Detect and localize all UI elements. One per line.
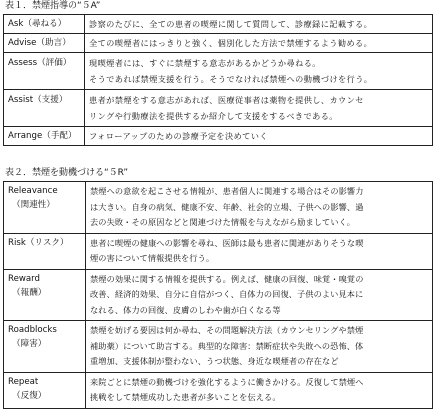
table-row bbox=[4, 34, 433, 53]
description-line: 禁煙を妨げる要因は何か尋ね、その問題解決方法（カウンセリングや禁煙 bbox=[90, 325, 364, 335]
term-cell: Assess（評価） bbox=[4, 53, 85, 90]
description-line: 重増加、支援体制が整わない、うつ状態、身近な喫煙者の存在など bbox=[90, 356, 339, 366]
description-line: リングや行動療法を提供するか紹介して支援をするべきである。 bbox=[89, 111, 338, 121]
description-line: 患者に喫煙の健康への影響を尋ね、医師は最も患者に関連がありそうな喫 bbox=[90, 237, 364, 248]
description-cell: 診察のたびに、全ての患者の喫煙に関して質問して、診療録に記載する。 bbox=[85, 15, 433, 34]
term-cell bbox=[4, 182, 86, 234]
description-line: 禁煙への意欲を起こさせる情報が、患者個人に関連する場合はその影響力 bbox=[90, 186, 364, 196]
term-name: Repeat bbox=[8, 376, 39, 387]
table-row bbox=[4, 321, 433, 373]
term-cell: Assist（支援） bbox=[4, 90, 85, 127]
description-cell bbox=[86, 182, 433, 234]
description-line: 改善、経済的効果、自分に自信がつく、自体力の回復、子供のよい見本に bbox=[90, 289, 364, 299]
term-japanese: （報酬） bbox=[12, 287, 47, 298]
description-line: 患者が禁煙をする意志があれば、医療従事者は薬物を提供し、カウンセ bbox=[89, 95, 364, 105]
term-cell: Ask（尋ねる） bbox=[4, 15, 85, 34]
description-line: なれる、体力の回復、皮膚のしわや歯が白くなる等 bbox=[90, 304, 281, 315]
table-row bbox=[4, 182, 433, 234]
term-cell bbox=[4, 269, 86, 321]
term-cell bbox=[4, 372, 86, 408]
description-line: 来院ごとに禁煙の動機づけを強化するように働きかける。反復して禁煙へ bbox=[90, 376, 364, 387]
table-row bbox=[4, 127, 433, 146]
term-name: Risk（リスク） bbox=[8, 237, 69, 248]
term-japanese: （反復） bbox=[12, 390, 47, 401]
description-cell bbox=[86, 372, 433, 408]
description-cell bbox=[86, 233, 433, 269]
table-row bbox=[4, 90, 433, 127]
table-row bbox=[4, 372, 433, 408]
term-cell bbox=[4, 321, 86, 373]
description-cell bbox=[86, 321, 433, 373]
description-line: は大きい。自身の病気、健康不安、年齢、社会的立場、子供への影響、過 bbox=[90, 201, 364, 212]
table-row bbox=[4, 233, 433, 269]
table-row bbox=[4, 53, 433, 90]
five-r-table bbox=[3, 181, 433, 409]
table1-caption: 表１．禁煙指導の“５A” bbox=[5, 1, 101, 11]
description-line: 煙の害について情報提供を行う。 bbox=[90, 253, 215, 263]
term-cell bbox=[4, 233, 86, 269]
description-line: 現喫煙者には、すぐに禁煙する意志があるかどうか尋ねる。 bbox=[89, 58, 321, 68]
term-name: Releavance bbox=[8, 186, 58, 196]
description-line: 挑戦をして禁煙成功した患者が多いことを伝える。 bbox=[90, 392, 281, 402]
table2-caption: 表２．禁煙を動機づける“５R” bbox=[5, 168, 129, 178]
description-cell bbox=[85, 53, 433, 90]
description-cell: 全ての喫煙者にはっきりと強く、個別化した方法で禁煙するよう勧める。 bbox=[85, 34, 433, 53]
table-row bbox=[4, 15, 433, 34]
description-cell bbox=[85, 90, 433, 127]
term-japanese: （関連性） bbox=[12, 200, 55, 210]
table-row bbox=[4, 269, 433, 321]
description-line: 禁煙の効果に関する情報を提供する。例えば、健康の回復、味覚・嗅覚の bbox=[90, 273, 364, 284]
description-line: 去の失敗・その原因などと関連づけた情報を与えながら励ましていく。 bbox=[90, 217, 356, 227]
term-cell: Advise（助言） bbox=[4, 34, 85, 53]
five-a-table bbox=[3, 14, 433, 146]
description-cell: フォローアップのための診療予定を決めていく bbox=[85, 127, 433, 146]
term-japanese: （障害） bbox=[12, 339, 47, 349]
term-cell: Arrange（手配） bbox=[4, 127, 85, 146]
description-line: 補助薬）について助言する。典型的な障害：禁断症状や失敗への恐怖、体 bbox=[90, 340, 364, 351]
term-name: Roadblocks bbox=[8, 325, 57, 335]
description-line: そうであれば禁煙支援を行う。そうでなければ禁煙への動機づけを行う。 bbox=[89, 74, 373, 84]
description-cell bbox=[86, 269, 433, 321]
term-name: Reward bbox=[8, 273, 41, 284]
